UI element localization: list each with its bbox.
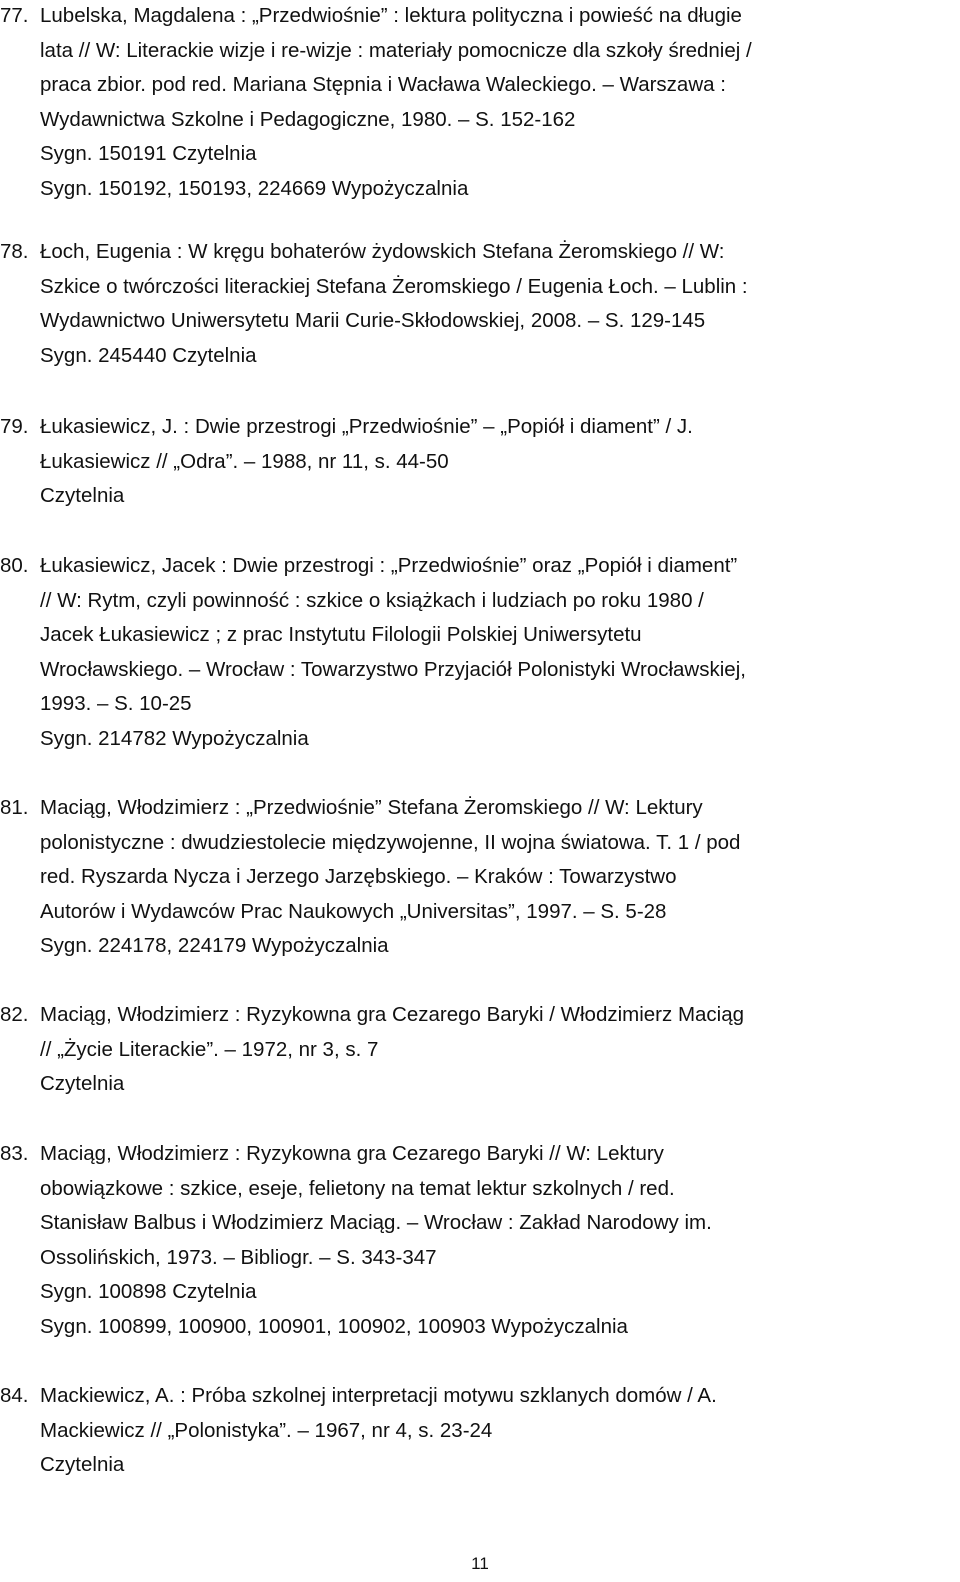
entry-number: 80.	[0, 554, 29, 577]
entry-line: Sygn. 100898 Czytelnia	[40, 1280, 257, 1303]
entry-text	[40, 235, 956, 373]
entry-line: Maciąg, Włodzimierz : Ryzykowna gra Cezarego Baryki // W: Lektury	[40, 1142, 664, 1165]
entry-line: Wydawnictwa Szkolne i Pedagogiczne, 1980. – S. 152-162	[40, 107, 576, 131]
entry-line: 1993. – S. 10-25	[40, 692, 192, 715]
entry-line: // W: Rytm, czyli powinność : szkice o książkach i ludziach po roku 1980 /	[40, 588, 704, 612]
entry-line: Łoch, Eugenia : W kręgu bohaterów żydowskich Stefana Żeromskiego // W:	[40, 240, 725, 263]
entry-line: Sygn. 224178, 224179 Wypożyczalnia	[40, 934, 389, 957]
entry-line: praca zbior. pod red. Mariana Stępnia i Wacława Waleckiego. – Warszawa :	[40, 73, 726, 96]
entry-line: Jacek Łukasiewicz ; z prac Instytutu Filologii Polskiej Uniwersytetu	[40, 623, 642, 646]
entry-number: 77.	[0, 4, 29, 27]
entry-line: Czytelnia	[40, 1453, 125, 1476]
entry-text	[40, 0, 956, 206]
entry-line: Mackiewicz, A. : Próba szkolnej interpretacji motywu szklanych domów / A.	[40, 1384, 717, 1407]
entry-line: Sygn. 150191 Czytelnia	[40, 142, 257, 165]
entry-number: 84.	[0, 1384, 29, 1407]
entry-line: Maciąg, Włodzimierz : „Przedwiośnie” Stefana Żeromskiego // W: Lektury	[40, 796, 703, 819]
entry-number: 82.	[0, 1003, 29, 1026]
entry-line: Wydawnictwo Uniwersytetu Marii Curie-Skłodowskiej, 2008. – S. 129-145	[40, 309, 706, 332]
entry-line: Autorów i Wydawców Prac Naukowych „Universitas”, 1997. – S. 5-28	[40, 899, 667, 923]
entry-line: Łukasiewicz // „Odra”. – 1988, nr 11, s. 44-50	[40, 449, 449, 473]
entry-line: obowiązkowe : szkice, eseje, felietony na temat lektur szkolnych / red.	[40, 1176, 675, 1200]
entry-line: Sygn. 245440 Czytelnia	[40, 343, 257, 367]
entry-line: // „Życie Literackie”. – 1972, nr 3, s. 7	[40, 1037, 379, 1061]
entry-number: 83.	[0, 1142, 29, 1165]
entry-text	[40, 549, 956, 756]
entry-text	[40, 1137, 956, 1344]
entry-line: Wrocławskiego. – Wrocław : Towarzystwo Przyjaciół Polonistyki Wrocławskiej,	[40, 657, 746, 681]
entry-line: Łukasiewicz, J. : Dwie przestrogi „Przedwiośnie” – „Popiół i diament” / J.	[40, 415, 693, 438]
entry-text	[40, 998, 956, 1102]
entry-number: 78.	[0, 240, 29, 263]
entry-line: Lubelska, Magdalena : „Przedwiośnie” : lektura polityczna i powieść na długie	[40, 4, 742, 27]
entry-line: Maciąg, Włodzimierz : Ryzykowna gra Cezarego Baryki / Włodzimierz Maciąg	[40, 1003, 745, 1026]
entry-number: 81.	[0, 796, 29, 819]
entry-line: Sygn. 150192, 150193, 224669 Wypożyczalnia	[40, 176, 469, 200]
entry-text	[40, 410, 956, 514]
entry-line: Stanisław Balbus i Włodzimierz Maciąg. – Wrocław : Zakład Narodowy im.	[40, 1211, 712, 1234]
entry-line: Sygn. 214782 Wypożyczalnia	[40, 726, 309, 750]
entry-line: Czytelnia	[40, 484, 125, 507]
page-number: 11	[471, 1554, 489, 1573]
entry-text	[40, 1379, 956, 1483]
entry-number: 79.	[0, 415, 29, 438]
entry-line: Mackiewicz // „Polonistyka”. – 1967, nr 4, s. 23-24	[40, 1418, 493, 1442]
entry-line: lata // W: Literackie wizje i re-wizje : materiały pomocnicze dla szkoły średniej /	[40, 38, 752, 62]
entry-text	[40, 791, 956, 964]
entry-line: Sygn. 100899, 100900, 100901, 100902, 100903 Wypożyczalnia	[40, 1314, 628, 1338]
entry-line: Szkice o twórczości literackiej Stefana Żeromskiego / Eugenia Łoch. – Lublin :	[40, 274, 748, 298]
entry-line: polonistyczne : dwudziestolecie międzywojenne, II wojna światowa. T. 1 / pod	[40, 830, 741, 854]
entry-line: Ossolińskich, 1973. – Bibliogr. – S. 343-347	[40, 1245, 437, 1269]
entry-line: Łukasiewicz, Jacek : Dwie przestrogi : „Przedwiośnie” oraz „Popiół i diament”	[40, 554, 738, 577]
entry-line: Czytelnia	[40, 1072, 125, 1095]
entry-line: red. Ryszarda Nycza i Jerzego Jarzębskiego. – Kraków : Towarzystwo	[40, 865, 677, 888]
